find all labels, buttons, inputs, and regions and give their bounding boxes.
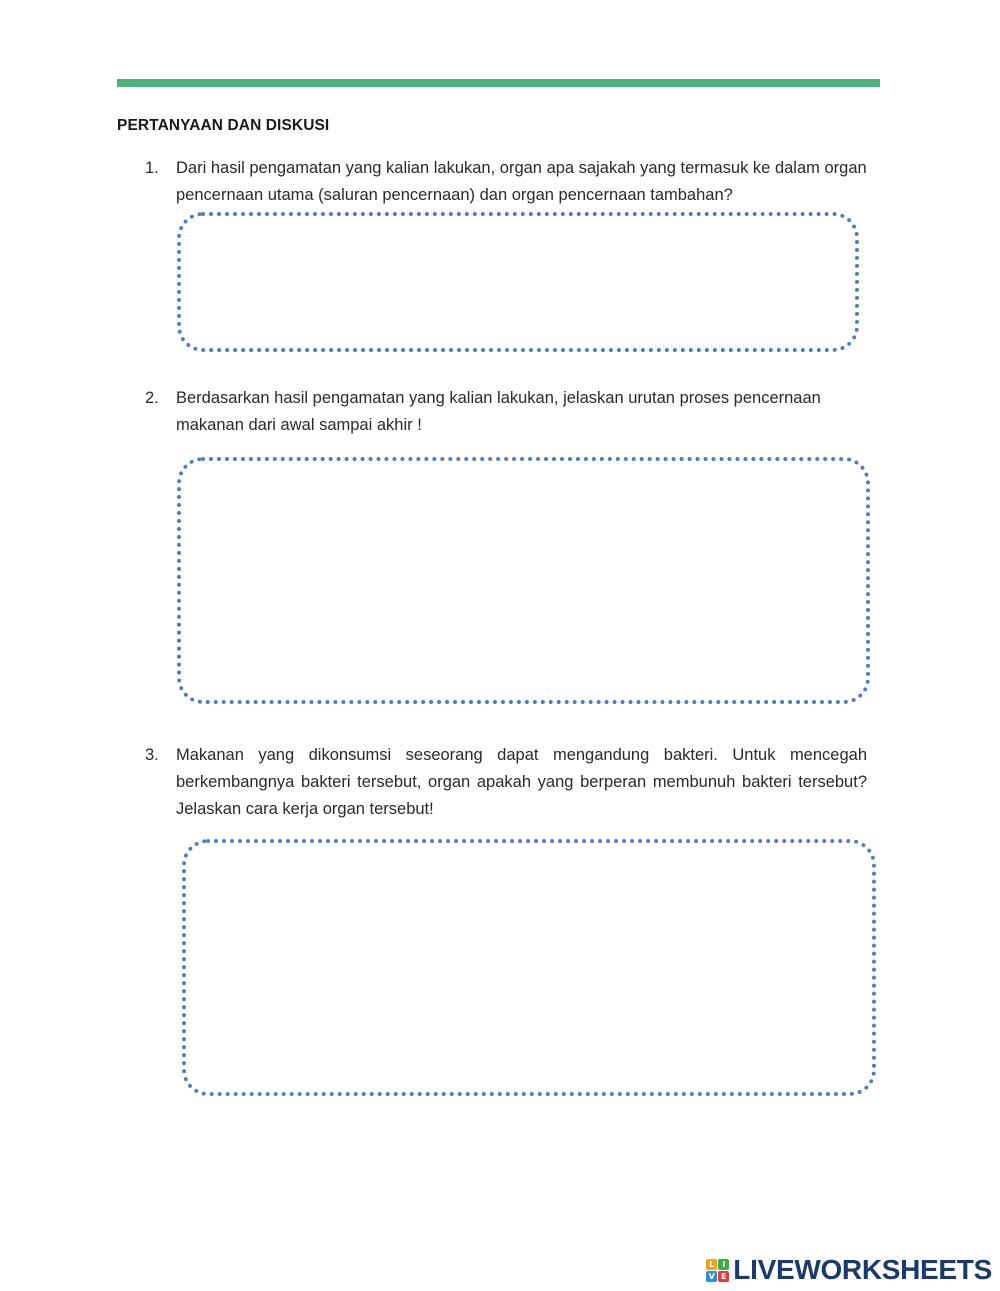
question-2 — [145, 385, 867, 439]
question-3 — [145, 742, 867, 823]
answer-box-2[interactable] — [177, 457, 870, 704]
question-1 — [145, 155, 867, 209]
answer-box-3[interactable] — [182, 839, 876, 1096]
logo-letter: V — [706, 1271, 717, 1282]
brand-name: LIVEWORKSHEETS — [733, 1254, 992, 1285]
liveworksheets-logo-icon — [706, 1259, 729, 1282]
question-number: 1. — [145, 159, 159, 177]
logo-letter: I — [718, 1259, 729, 1270]
logo-letter: L — [706, 1259, 717, 1270]
question-text: Makanan yang dikonsumsi seseorang dapat mengandung bakteri. Untuk mencegah berkembangnya bakteri tersebut, organ apakah yang berperan membunuh bakteri tersebut? Jelaskan cara kerja organ tersebut! — [176, 746, 867, 818]
question-number: 2. — [145, 389, 159, 407]
answer-box-1[interactable] — [177, 212, 859, 352]
question-text: Berdasarkan hasil pengamatan yang kalian lakukan, jelaskan urutan proses pencernaan makanan dari awal sampai akhir ! — [176, 389, 821, 434]
question-text: Dari hasil pengamatan yang kalian lakukan, organ apa sajakah yang termasuk ke dalam organ pencernaan utama (saluran pencernaan) dan organ pencernaan tambahan? — [176, 159, 867, 204]
logo-letter: E — [718, 1271, 729, 1282]
liveworksheets-brand — [706, 1253, 992, 1287]
question-number: 3. — [145, 746, 159, 764]
section-title: PERTANYAAN DAN DISKUSI — [117, 117, 330, 134]
header-accent-bar — [117, 79, 880, 87]
